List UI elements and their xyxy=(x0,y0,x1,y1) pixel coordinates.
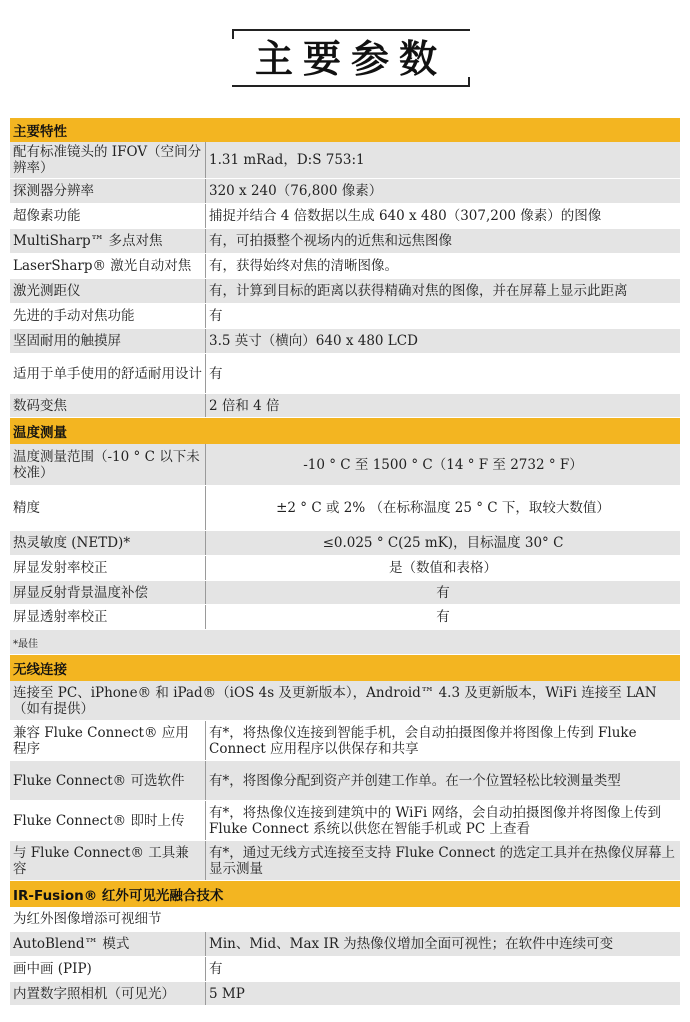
table-row xyxy=(10,957,680,982)
row-value: 1.31 mRad，D:S 753:1 xyxy=(209,152,365,168)
row-label: 与 Fluke Connect® 工具兼容 xyxy=(10,841,206,880)
section-header: 主要特性 xyxy=(10,118,680,142)
row-value: 有，可拍摄整个视场内的近焦和远焦图像 xyxy=(209,233,452,249)
row-value: 有*，将热像仪连接到建筑中的 WiFi 网络，会自动拍摄图像并将图像上传到 Fluke Connect 系统以供您在智能手机或 PC 上查看 xyxy=(209,804,661,837)
row-value: 3.5 英寸（横向）640 x 480 LCD xyxy=(209,333,418,349)
footnote: *最佳 xyxy=(10,630,680,655)
row-label: MultiSharp™ 多点对焦 xyxy=(10,229,206,253)
table-row xyxy=(10,761,680,801)
row-full-text: 连接至 PC、iPhone® 和 iPad®（iOS 4s 及更新版本），Android™ 4.3 及更新版本，WiFi 连接至 LAN（如有提供） xyxy=(13,684,657,717)
table-row xyxy=(10,486,680,531)
row-value: 有 xyxy=(436,584,450,601)
section-header: IR-Fusion® 红外可见光融合技术 xyxy=(10,881,680,907)
row-value: 有*，将图像分配到资产并创建工作单。在一个位置轻松比较测量类型 xyxy=(209,772,621,789)
table-row xyxy=(10,982,680,1006)
table-row xyxy=(10,605,680,630)
row-value: 有*，通过无线方式连接至支持 Fluke Connect 的选定工具并在热像仪屏幕上显示测量 xyxy=(209,844,675,877)
row-value: Min、Mid、Max IR 为热像仪增加全面可视性；在软件中连续可变 xyxy=(209,936,614,952)
table-row xyxy=(10,229,680,254)
row-label: Fluke Connect® 可选软件 xyxy=(10,761,206,800)
row-value: ≤0.025 ° C(25 mK)，目标温度 30° C xyxy=(322,535,564,551)
table-row xyxy=(10,179,680,204)
row-value: 5 MP xyxy=(209,985,245,1002)
section-header: 温度测量 xyxy=(10,418,680,444)
row-label: 内置数字照相机（可见光） xyxy=(10,982,206,1005)
table-row xyxy=(10,204,680,229)
table-row xyxy=(10,932,680,957)
row-label: LaserSharp® 激光自动对焦 xyxy=(10,254,206,278)
table-row xyxy=(10,304,680,329)
row-label: 屏显透射率校正 xyxy=(10,605,206,629)
row-full-text: 为红外图像增添可视细节 xyxy=(13,911,162,927)
row-label: 坚固耐用的触摸屏 xyxy=(10,329,206,353)
row-value: 有 xyxy=(209,365,223,382)
page-title: 主要参数 xyxy=(254,37,447,81)
table-row xyxy=(10,581,680,605)
row-label: 屏显发射率校正 xyxy=(10,556,206,580)
row-value: 320 x 240（76,800 像素） xyxy=(209,183,383,199)
page-title-frame xyxy=(232,29,470,89)
row-label: Fluke Connect® 即时上传 xyxy=(10,801,206,840)
row-label: 适用于单手使用的舒适耐用设计 xyxy=(10,354,206,393)
table-row xyxy=(10,556,680,581)
table-row xyxy=(10,329,680,354)
row-value: -10 ° C 至 1500 ° C（14 ° F 至 2732 ° F） xyxy=(303,456,583,473)
table-row xyxy=(10,254,680,279)
table-row xyxy=(10,354,680,394)
table-row xyxy=(10,444,680,486)
row-label: 激光测距仪 xyxy=(10,279,206,303)
table-row xyxy=(10,721,680,761)
row-label: 兼容 Fluke Connect® 应用程序 xyxy=(10,721,206,760)
title-rule-bottom xyxy=(232,85,470,87)
row-value: 有，获得始终对焦的清晰图像。 xyxy=(209,258,398,274)
row-value: 2 倍和 4 倍 xyxy=(209,397,280,414)
row-label: 精度 xyxy=(10,486,206,530)
row-value: 有 xyxy=(436,609,450,625)
row-label: 超像素功能 xyxy=(10,204,206,228)
row-value: 有 xyxy=(209,961,223,977)
table-row xyxy=(10,841,680,881)
row-label: 画中画 (PIP) xyxy=(10,957,206,981)
table-row xyxy=(10,681,680,721)
title-rule-cap xyxy=(468,77,470,87)
row-label: 热灵敏度 (NETD)* xyxy=(10,531,206,555)
row-value: 有，计算到目标的距离以获得精确对焦的图像，并在屏幕上显示此距离 xyxy=(209,283,628,299)
row-label: 探测器分辨率 xyxy=(10,179,206,203)
table-row xyxy=(10,394,680,418)
row-label: 温度测量范围（-10 ° C 以下未校准） xyxy=(10,444,206,485)
table-row xyxy=(10,531,680,556)
row-value: 有*，将热像仪连接到智能手机，会自动拍摄图像并将图像上传到 Fluke Connect 应用程序以供保存和共享 xyxy=(209,724,637,757)
row-value: 是（数值和表格） xyxy=(389,560,497,576)
table-row xyxy=(10,142,680,179)
row-label: 先进的手动对焦功能 xyxy=(10,304,206,328)
row-value: ±2 ° C 或 2% （在标称温度 25 ° C 下，取较大数值） xyxy=(276,500,610,516)
table-row xyxy=(10,907,680,932)
section-header: 无线连接 xyxy=(10,655,680,681)
row-label: 数码变焦 xyxy=(10,394,206,417)
row-label: 配有标准镜头的 IFOV（空间分辨率） xyxy=(10,142,206,178)
spec-table xyxy=(10,118,680,1006)
row-value: 捕捉并结合 4 倍数据以生成 640 x 480（307,200 像素）的图像 xyxy=(209,208,602,224)
row-value: 有 xyxy=(209,308,223,324)
title-rule-top xyxy=(232,29,470,31)
row-label: 屏显反射背景温度补偿 xyxy=(10,581,206,604)
table-row xyxy=(10,801,680,841)
table-row xyxy=(10,279,680,304)
row-label: AutoBlend™ 模式 xyxy=(10,932,206,956)
